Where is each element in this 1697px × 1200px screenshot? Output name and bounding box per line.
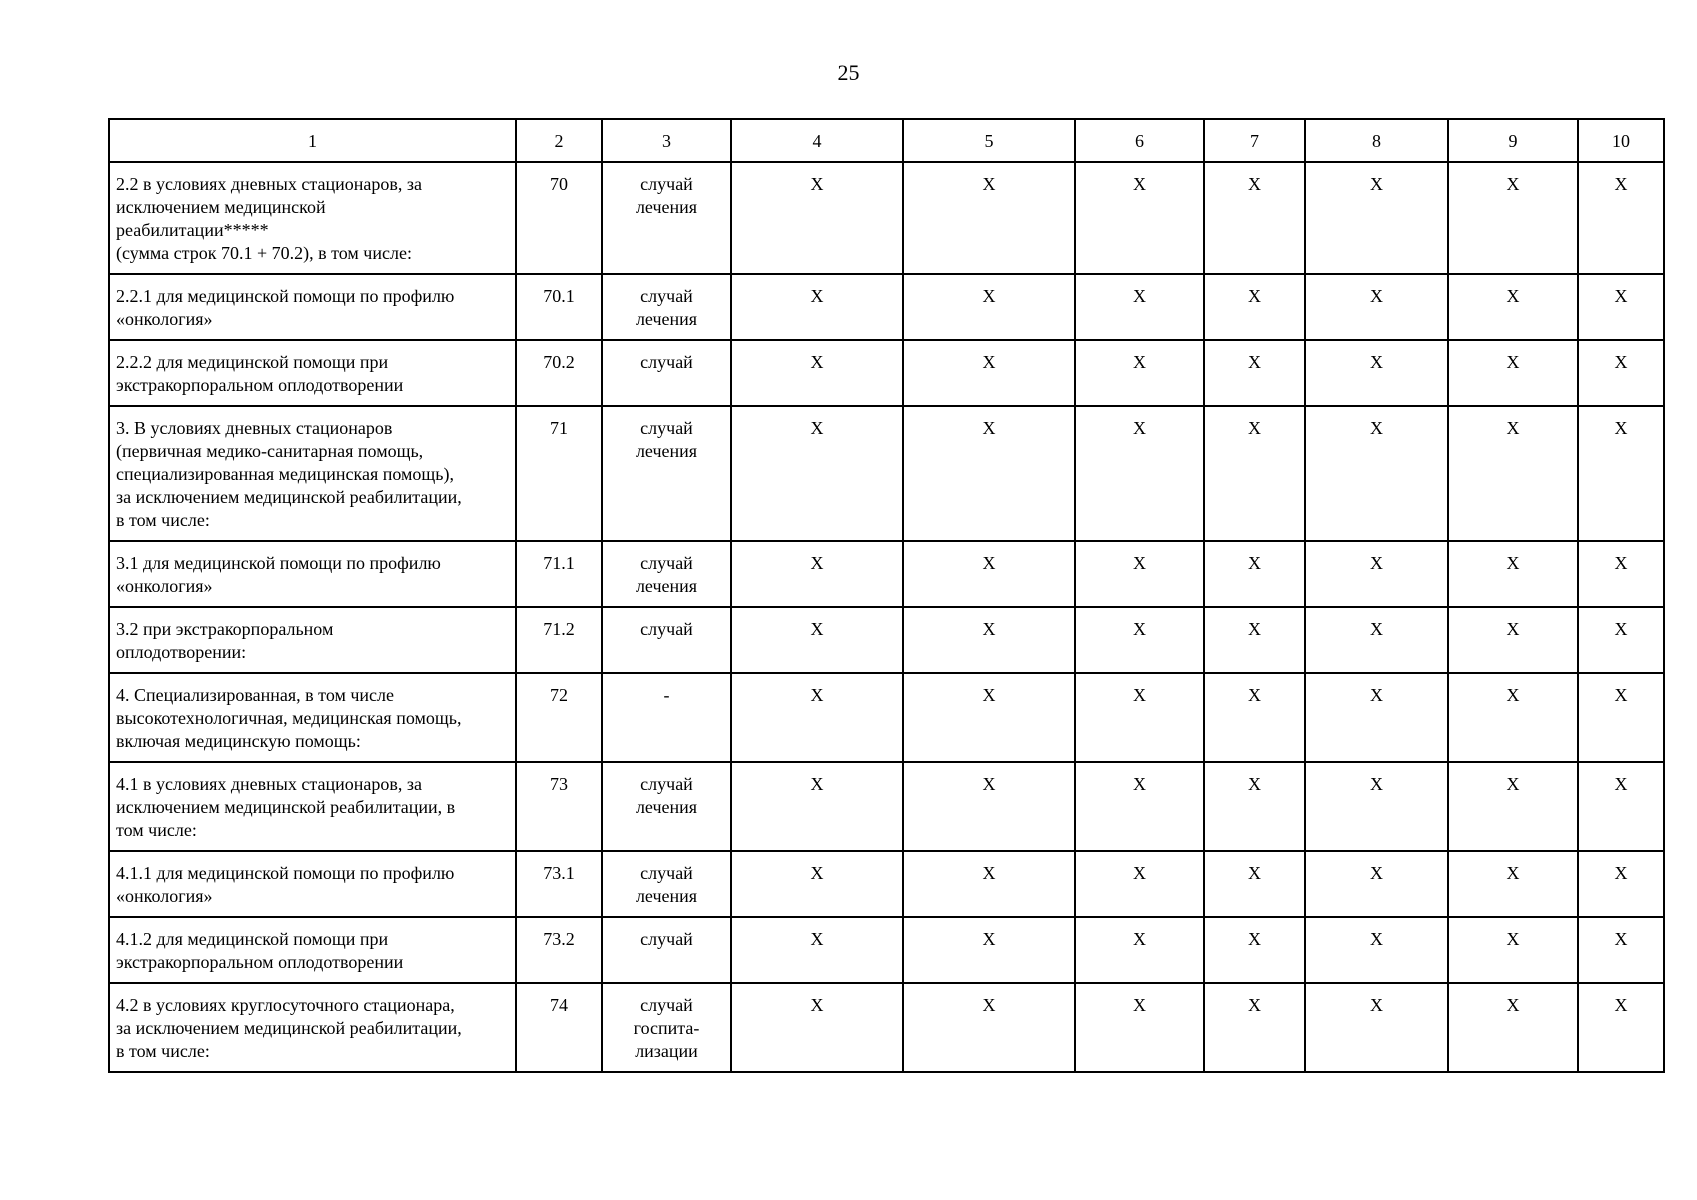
row-value-cell: X <box>731 851 903 917</box>
row-unit-cell: случай лечения <box>602 162 731 274</box>
row-unit-cell: случай лечения <box>602 851 731 917</box>
table-row <box>109 851 1664 917</box>
column-header: 6 <box>1075 119 1204 162</box>
row-value-cell: X <box>1578 607 1664 673</box>
row-unit-cell: случай <box>602 340 731 406</box>
row-value-cell: X <box>1204 162 1305 274</box>
row-code-cell: 71.1 <box>516 541 602 607</box>
row-value-cell: X <box>1204 541 1305 607</box>
header-row <box>109 119 1664 162</box>
row-value-cell: X <box>1204 983 1305 1072</box>
table-row <box>109 607 1664 673</box>
row-unit-cell: случай <box>602 607 731 673</box>
row-name-cell: 2.2 в условиях дневных стационаров, за исключением медицинской реабилитации***** (сумма строк 70.1 + 70.2), в том числе: <box>109 162 516 274</box>
row-code-cell: 73 <box>516 762 602 851</box>
row-value-cell: X <box>1204 607 1305 673</box>
row-value-cell: X <box>1448 917 1578 983</box>
row-value-cell: X <box>1075 673 1204 762</box>
row-value-cell: X <box>1075 917 1204 983</box>
row-value-cell: X <box>731 607 903 673</box>
table-row <box>109 762 1664 851</box>
row-name-cell: 4.1.2 для медицинской помощи при экстракорпоральном оплодотворении <box>109 917 516 983</box>
row-value-cell: X <box>1578 406 1664 541</box>
row-name-cell: 2.2.1 для медицинской помощи по профилю «онкология» <box>109 274 516 340</box>
column-header: 4 <box>731 119 903 162</box>
row-name-cell: 4.2 в условиях круглосуточного стационара, за исключением медицинской реабилитации, в том числе: <box>109 983 516 1072</box>
row-name-cell: 3.1 для медицинской помощи по профилю «онкология» <box>109 541 516 607</box>
row-code-cell: 72 <box>516 673 602 762</box>
row-unit-cell: случай госпита- лизации <box>602 983 731 1072</box>
row-value-cell: X <box>1448 340 1578 406</box>
row-unit-cell: случай лечения <box>602 274 731 340</box>
row-value-cell: X <box>1075 274 1204 340</box>
row-value-cell: X <box>1448 406 1578 541</box>
row-value-cell: X <box>1448 762 1578 851</box>
row-unit-cell: случай лечения <box>602 541 731 607</box>
row-value-cell: X <box>1204 762 1305 851</box>
table-row <box>109 541 1664 607</box>
column-header: 8 <box>1305 119 1448 162</box>
column-header: 9 <box>1448 119 1578 162</box>
row-unit-cell: случай лечения <box>602 406 731 541</box>
row-unit-cell: случай лечения <box>602 762 731 851</box>
row-value-cell: X <box>1578 673 1664 762</box>
row-value-cell: X <box>1448 541 1578 607</box>
row-value-cell: X <box>903 406 1075 541</box>
table-row <box>109 673 1664 762</box>
row-value-cell: X <box>903 340 1075 406</box>
row-value-cell: X <box>1578 162 1664 274</box>
row-value-cell: X <box>1305 274 1448 340</box>
row-value-cell: X <box>903 274 1075 340</box>
row-value-cell: X <box>1204 917 1305 983</box>
page-number: 25 <box>837 60 860 85</box>
row-value-cell: X <box>1075 607 1204 673</box>
row-value-cell: X <box>1305 607 1448 673</box>
row-name-cell: 3.2 при экстракорпоральном оплодотворении: <box>109 607 516 673</box>
row-value-cell: X <box>731 673 903 762</box>
column-header: 5 <box>903 119 1075 162</box>
row-value-cell: X <box>1305 917 1448 983</box>
row-value-cell: X <box>1305 851 1448 917</box>
row-value-cell: X <box>1448 673 1578 762</box>
row-value-cell: X <box>1204 851 1305 917</box>
row-value-cell: X <box>1448 274 1578 340</box>
row-code-cell: 70.1 <box>516 274 602 340</box>
row-value-cell: X <box>731 274 903 340</box>
row-value-cell: X <box>1204 406 1305 541</box>
row-value-cell: X <box>1578 851 1664 917</box>
row-value-cell: X <box>1204 340 1305 406</box>
table-row <box>109 340 1664 406</box>
row-value-cell: X <box>731 541 903 607</box>
row-value-cell: X <box>1448 607 1578 673</box>
row-code-cell: 73.2 <box>516 917 602 983</box>
row-value-cell: X <box>903 762 1075 851</box>
row-unit-cell: случай <box>602 917 731 983</box>
row-value-cell: X <box>1305 406 1448 541</box>
column-header: 3 <box>602 119 731 162</box>
row-value-cell: X <box>1204 673 1305 762</box>
row-unit-cell: - <box>602 673 731 762</box>
row-value-cell: X <box>903 162 1075 274</box>
row-value-cell: X <box>903 673 1075 762</box>
row-value-cell: X <box>1448 162 1578 274</box>
row-value-cell: X <box>1075 162 1204 274</box>
table-row <box>109 162 1664 274</box>
row-code-cell: 70.2 <box>516 340 602 406</box>
column-header: 2 <box>516 119 602 162</box>
row-value-cell: X <box>1578 983 1664 1072</box>
column-header: 1 <box>109 119 516 162</box>
column-header: 7 <box>1204 119 1305 162</box>
row-value-cell: X <box>1305 340 1448 406</box>
row-value-cell: X <box>731 917 903 983</box>
row-code-cell: 73.1 <box>516 851 602 917</box>
row-value-cell: X <box>731 762 903 851</box>
row-value-cell: X <box>1204 274 1305 340</box>
row-value-cell: X <box>1578 340 1664 406</box>
row-value-cell: X <box>1075 406 1204 541</box>
row-value-cell: X <box>731 162 903 274</box>
row-value-cell: X <box>1578 762 1664 851</box>
row-code-cell: 71 <box>516 406 602 541</box>
row-value-cell: X <box>1578 917 1664 983</box>
row-value-cell: X <box>1448 851 1578 917</box>
row-value-cell: X <box>1448 983 1578 1072</box>
table-row <box>109 917 1664 983</box>
row-name-cell: 2.2.2 для медицинской помощи при экстракорпоральном оплодотворении <box>109 340 516 406</box>
row-value-cell: X <box>1305 541 1448 607</box>
table-row <box>109 983 1664 1072</box>
row-value-cell: X <box>1075 983 1204 1072</box>
row-name-cell: 4.1 в условиях дневных стационаров, за исключением медицинской реабилитации, в том числе: <box>109 762 516 851</box>
data-table <box>108 118 1665 1073</box>
row-value-cell: X <box>1305 162 1448 274</box>
row-value-cell: X <box>1305 673 1448 762</box>
row-name-cell: 4. Специализированная, в том числе высокотехнологичная, медицинская помощь, включая медицинскую помощь: <box>109 673 516 762</box>
row-code-cell: 71.2 <box>516 607 602 673</box>
row-value-cell: X <box>731 340 903 406</box>
row-value-cell: X <box>903 541 1075 607</box>
row-value-cell: X <box>903 607 1075 673</box>
table-row <box>109 274 1664 340</box>
table-row <box>109 406 1664 541</box>
row-value-cell: X <box>1075 340 1204 406</box>
row-value-cell: X <box>1075 851 1204 917</box>
row-value-cell: X <box>1305 762 1448 851</box>
row-value-cell: X <box>731 983 903 1072</box>
row-value-cell: X <box>903 917 1075 983</box>
row-name-cell: 4.1.1 для медицинской помощи по профилю «онкология» <box>109 851 516 917</box>
row-value-cell: X <box>1578 274 1664 340</box>
row-value-cell: X <box>1578 541 1664 607</box>
row-name-cell: 3. В условиях дневных стационаров (первичная медико-санитарная помощь, специализированная медицинская помощь), за исключением медицинской реабилитации, в том числе: <box>109 406 516 541</box>
row-value-cell: X <box>1075 541 1204 607</box>
row-value-cell: X <box>1075 762 1204 851</box>
table-body <box>109 162 1664 1072</box>
row-value-cell: X <box>903 983 1075 1072</box>
column-header: 10 <box>1578 119 1664 162</box>
row-value-cell: X <box>731 406 903 541</box>
row-value-cell: X <box>903 851 1075 917</box>
row-value-cell: X <box>1305 983 1448 1072</box>
row-code-cell: 70 <box>516 162 602 274</box>
row-code-cell: 74 <box>516 983 602 1072</box>
